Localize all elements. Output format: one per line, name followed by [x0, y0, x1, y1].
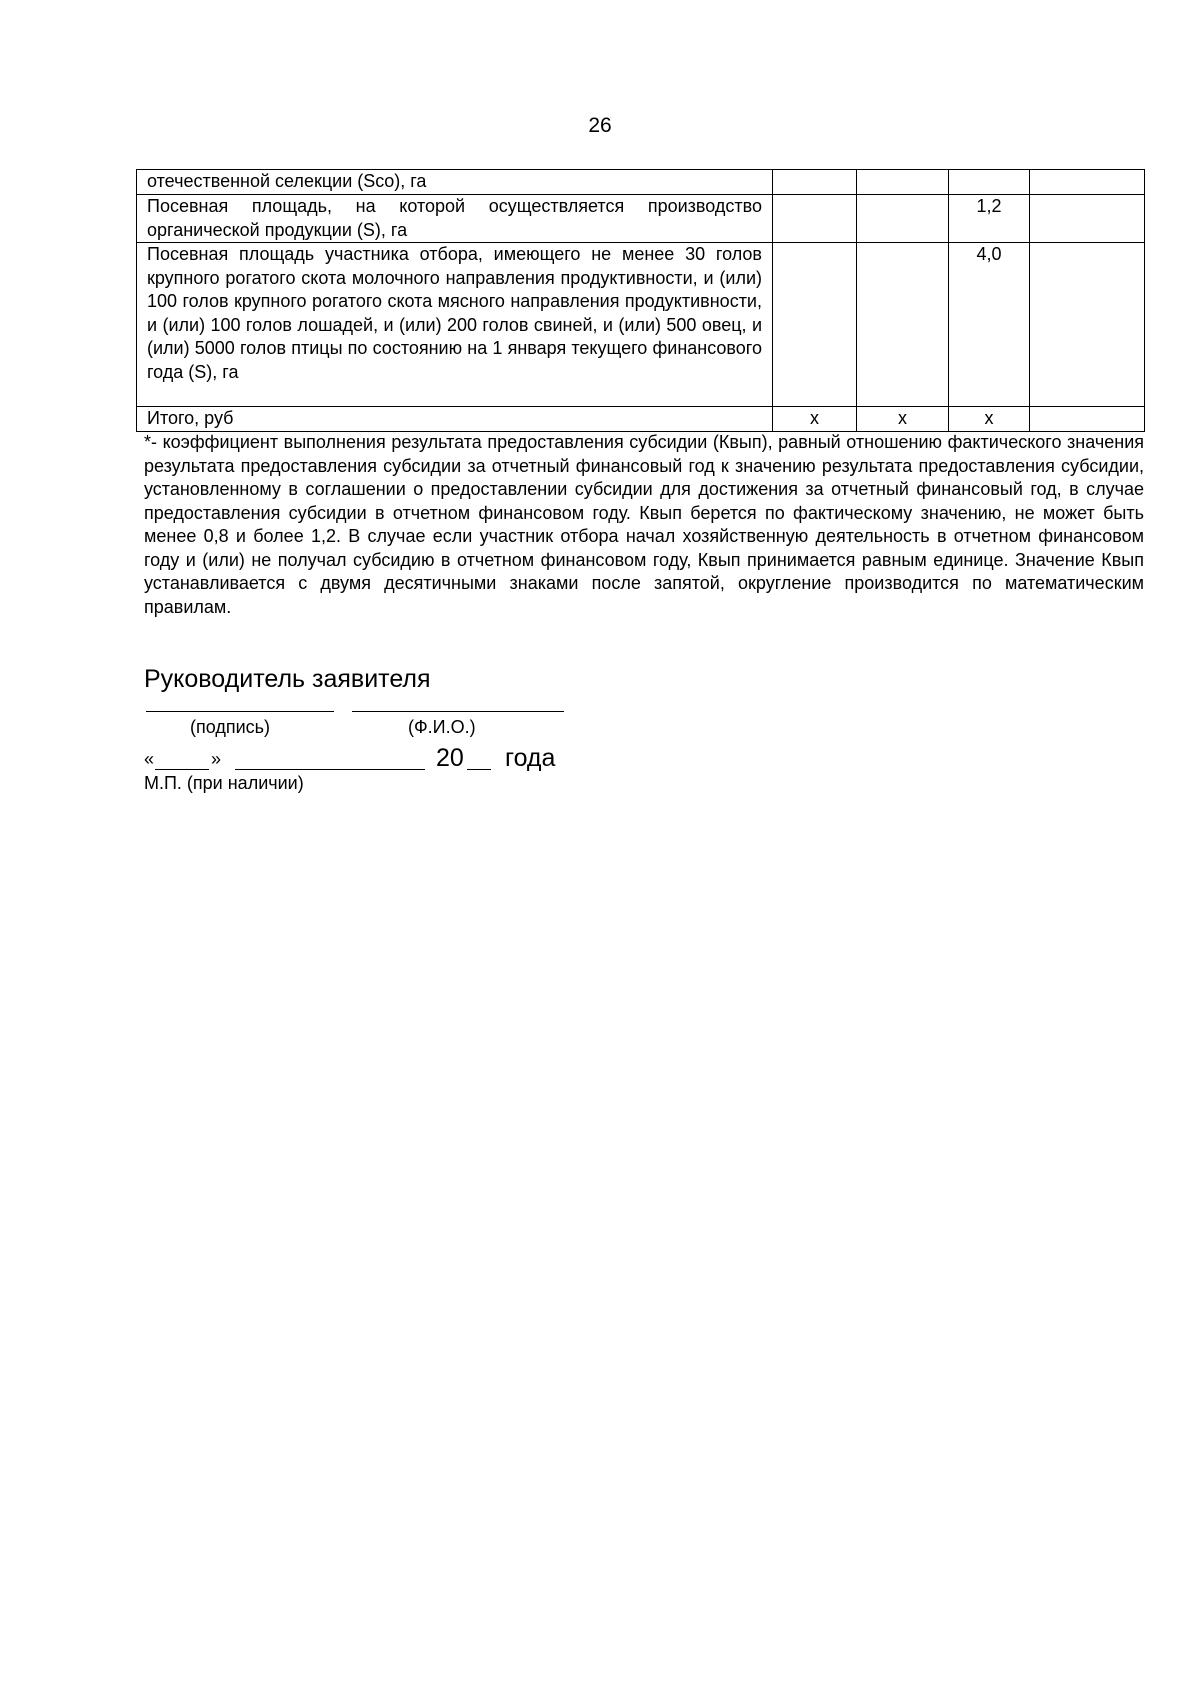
table-cell: [857, 243, 949, 407]
page-number: 26: [588, 114, 612, 137]
table-cell: [1030, 195, 1145, 243]
quote-close: »: [211, 749, 222, 769]
year-suffix: года: [505, 744, 556, 772]
table-cell: х: [773, 407, 857, 432]
footnote: *- коэффициент выполнения результата предоставления субсидии (Квып), равный отношению фактического значения результата предоставления субсидии за отчетный финансовый год к значению результата предоставления субсидии, установленному в соглашении о предоставлении субсидии для достижения за отчетный финансовый год, в случае предоставления субсидии в отчетном финансовом году. Квып берется по фактическому значению, не может быть менее 0,8 и более 1,2. В случае если участник отбора начал хозяйственную деятельность в отчетном финансовом году и (или) не получал субсидию в отчетном финансовом году, Квып принимается равным единице. Значение Квып устанавливается с двумя десятичными знаками после запятой, округление производится по математическим правилам.: [144, 432, 1144, 617]
table-cell: [773, 195, 857, 243]
row-label: Итого, руб: [137, 407, 773, 432]
table-row-total: [137, 407, 1145, 432]
table-cell: [1030, 170, 1145, 195]
row-label: отечественной селекции (Sco), га: [137, 170, 773, 195]
table-row: [137, 243, 1145, 407]
month-blank: [235, 769, 425, 770]
signature-caption: (подпись): [190, 717, 271, 737]
day-blank: [155, 769, 209, 770]
table-cell: х: [949, 407, 1030, 432]
row-label: Посевная площадь, на которой осуществляется производство органической продукции (S), га: [137, 195, 773, 243]
year-prefix: 20: [436, 744, 464, 772]
table-cell: [857, 170, 949, 195]
signature-title: Руководитель заявителя: [144, 665, 431, 693]
date-row: [144, 744, 644, 774]
table-cell: 1,2: [949, 195, 1030, 243]
fio-line: [352, 711, 564, 712]
signature-line: [146, 711, 334, 712]
table-cell: [949, 170, 1030, 195]
table-cell: [1030, 243, 1145, 407]
year-blank: [467, 769, 491, 770]
table-cell: [773, 170, 857, 195]
table-row: [137, 170, 1145, 195]
table-cell: [857, 195, 949, 243]
stamp-note: М.П. (при наличии): [144, 773, 304, 793]
row-label: Посевная площадь участника отбора, имеющего не менее 30 голов крупного рогатого скота молочного направления продуктивности, и (или) 100 голов крупного рогатого скота мясного направления продуктивности, и (или) 100 голов лошадей, и (или) 200 голов свиней, и (или) 500 овец, и (или) 5000 голов птицы по состоянию на 1 января текущего финансового года (S), га: [137, 243, 773, 407]
quote-open: «: [144, 749, 155, 769]
data-table: [136, 169, 1145, 432]
fio-caption: (Ф.И.О.): [408, 717, 476, 737]
table-cell: [1030, 407, 1145, 432]
table-row: [137, 195, 1145, 243]
table-cell: х: [857, 407, 949, 432]
table-cell: 4,0: [949, 243, 1030, 407]
table-cell: [773, 243, 857, 407]
